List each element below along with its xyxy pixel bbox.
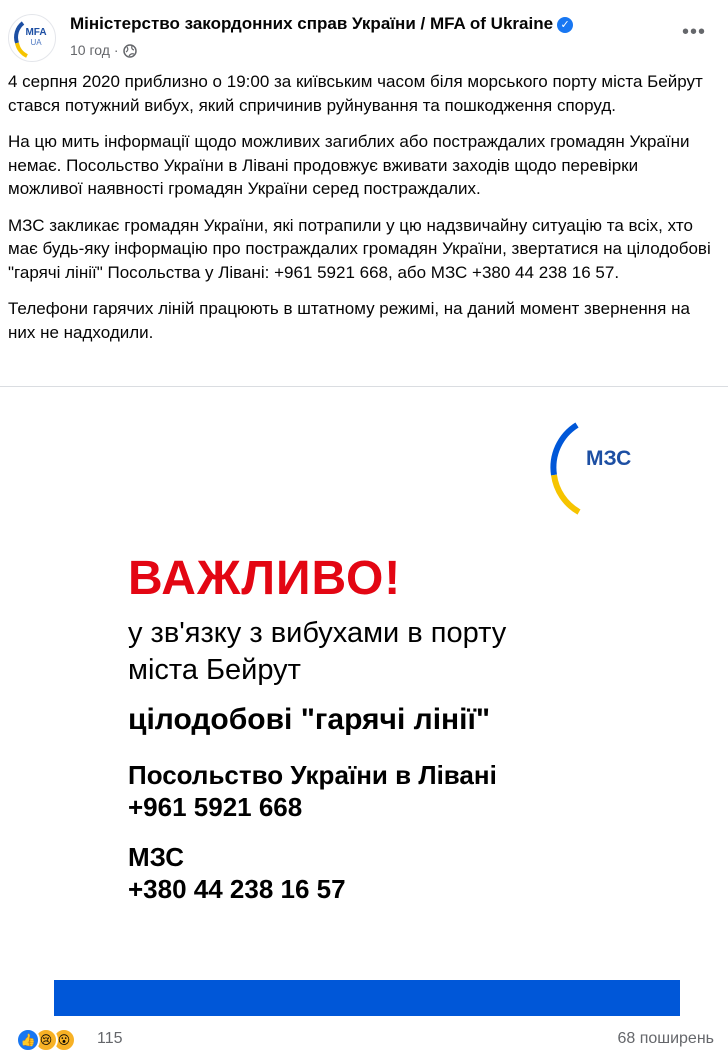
post-text: [8, 70, 712, 386]
post-meta: [70, 42, 137, 61]
embassy-contact: [128, 759, 497, 823]
page-name-link[interactable]: [70, 14, 573, 34]
post-paragraph: Телефони гарячих ліній працюють в штатному режимі, на даний момент звернення на них не надходили.: [8, 299, 690, 342]
post-header: [0, 0, 728, 70]
post-time[interactable]: 10 год: [70, 42, 110, 58]
subtitle-line: у зв'язку з вибухами в порту: [128, 617, 507, 649]
mzs-logo-text: МЗС: [586, 447, 632, 470]
page-avatar[interactable]: [8, 14, 56, 62]
post-paragraph: На цю мить інформації щодо можливих загиблих або постраждалих громадян України немає. Посольство України в Лівані продовжує вживати заходів щодо перевірки можливої наявності громадян України серед постраждалих.: [8, 132, 690, 198]
verified-check-icon: ✓: [557, 17, 573, 33]
post-paragraph: 4 серпня 2020 приблизно о 19:00 за київським часом біля морського порту міста Бейрут стався потужний вибух, який спричинив руйнування та пошкодження споруд.: [8, 72, 703, 115]
wow-icon: 😮: [52, 1028, 76, 1052]
subtitle-line: міста Бейрут: [128, 654, 301, 686]
post-paragraph: МЗС закликає громадян України, які потрапили у цю надзвичайну ситуацію та всіх, хто має будь-яку інформацію про постраждалих громадян України, звертатися на цілодобові "гарячі лінії" Посольства у Лівані: +961 5921 668, або МЗС +380 44 238 16 57.: [8, 215, 711, 282]
embassy-phone: +961 5921 668: [128, 792, 303, 822]
page-name[interactable]: Міністерство закордонних справ України / MFA of Ukraine: [70, 14, 554, 33]
meta-separator: ·: [113, 42, 119, 58]
globe-icon[interactable]: [123, 44, 137, 61]
mfa-phone: +380 44 238 16 57: [128, 874, 346, 904]
hotlines-title: цілодобові "гарячі лінії": [128, 703, 491, 736]
mfa-contact: [128, 841, 346, 905]
avatar-text: MFA: [25, 27, 47, 38]
blue-bar: [54, 980, 680, 1016]
like-icon: 👍: [16, 1028, 40, 1052]
subtitle: [128, 615, 506, 689]
more-options-button[interactable]: •••: [681, 21, 706, 43]
headline: ВАЖЛИВО!: [128, 552, 402, 605]
avatar-subtext: UA: [30, 38, 42, 47]
embassy-label: Посольство України в Лівані: [128, 760, 497, 790]
post-footer: [0, 1016, 728, 1048]
sad-icon: 😢: [34, 1028, 58, 1052]
shares-count[interactable]: 68 поширень: [617, 1030, 714, 1047]
post-image[interactable]: [0, 387, 728, 1016]
mfa-label: МЗС: [128, 842, 185, 872]
reaction-count[interactable]: 115: [97, 1030, 123, 1047]
